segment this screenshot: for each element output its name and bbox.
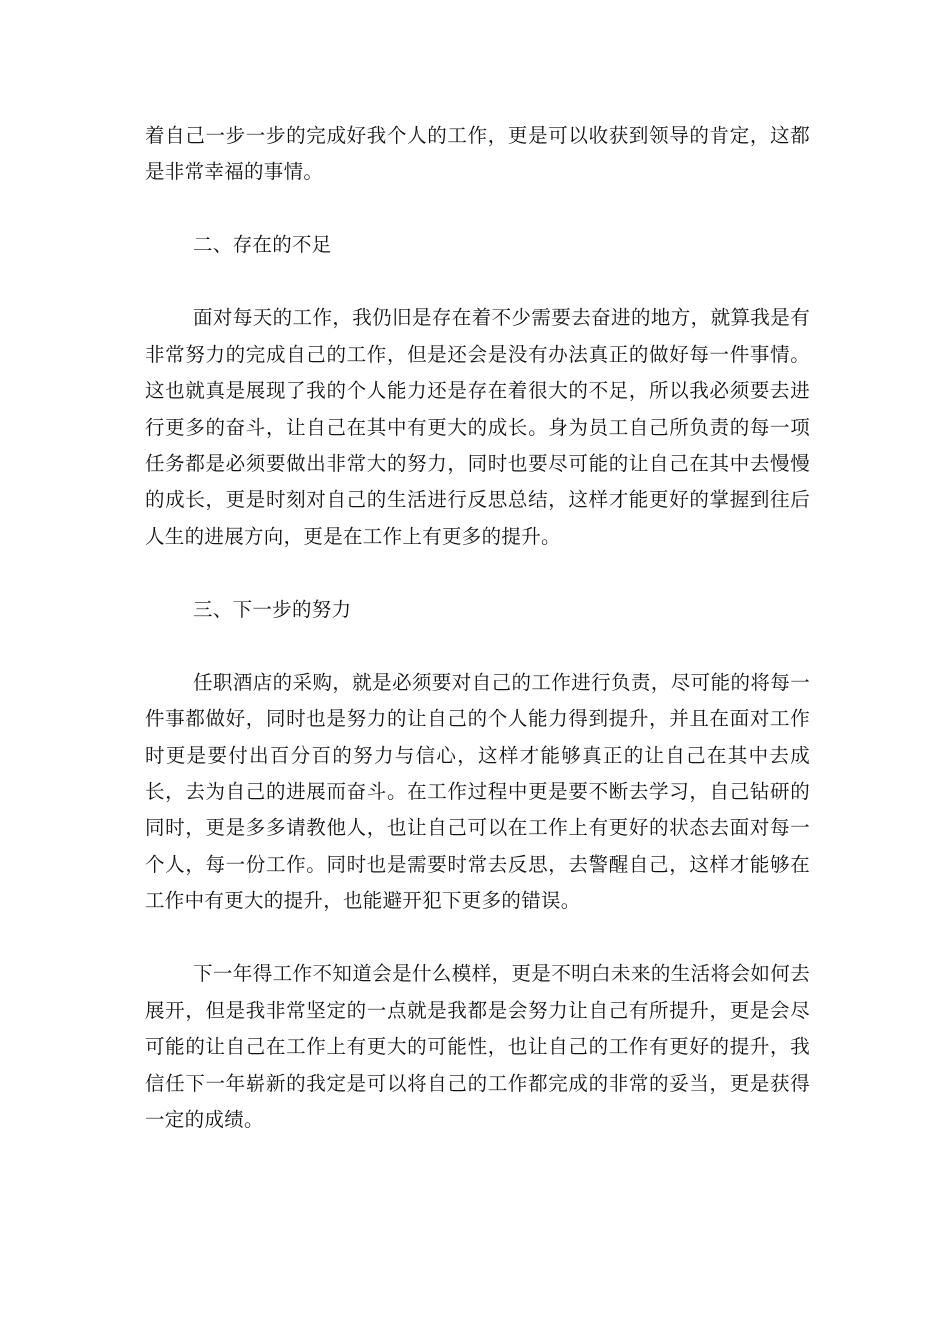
paragraph-next-steps: 任职酒店的采购，就是必须要对自己的工作进行负责，尽可能的将每一件事都做好，同时也是努力的让自己的个人能力得到提升，并且在面对工作时更是要付出百分百的努力与信心，这样才能够真正的让自己在其中去成长，去为自己的进展而奋斗。在工作过程中更是要不断去学习，自己钻研的同时，更是多多请教他人，也让自己可以在工作上有更好的状态去面对每一个人，每一份工作。同时也是需要时常去反思，去警醒自己，这样才能够在工作中有更大的提升，也能避开犯下更多的错误。 (145, 670, 810, 913)
paragraph-outlook: 下一年得工作不知道会是什么模样，更是不明白未来的生活将会如何去展开，但是我非常坚定的一点就是我都是会努力让自己有所提升，更是会尽可能的让自己在工作上有更大的可能性，也让自己的工作有更好的提升，我信任下一年崭新的我定是可以将自己的工作都完成的非常的妥当，更是获得一定的成绩。 (145, 962, 810, 1131)
section-heading-shortcomings: 二、存在的不足 (193, 233, 332, 257)
section-heading-next-steps: 三、下一步的努力 (193, 597, 352, 621)
paragraph-continuation: 着自己一步一步的完成好我个人的工作，更是可以收获到领导的肯定，这都是非常幸福的事情。 (145, 124, 810, 184)
paragraph-shortcomings: 面对每天的工作，我仍旧是存在着不少需要去奋进的地方，就算我是有非常努力的完成自己的工作，但是还会是没有办法真正的做好每一件事情。这也就真是展现了我的个人能力还是存在着很大的不足，所以我必须要去进行更多的奋斗，让自己在其中有更大的成长。身为员工自己所负责的每一项任务都是必须要做出非常大的努力，同时也要尽可能的让自己在其中去慢慢的成长，更是时刻对自己的生活进行反思总结，这样才能更好的掌握到往后人生的进展方向，更是在工作上有更多的提升。 (145, 306, 810, 548)
document-body (145, 118, 810, 1175)
